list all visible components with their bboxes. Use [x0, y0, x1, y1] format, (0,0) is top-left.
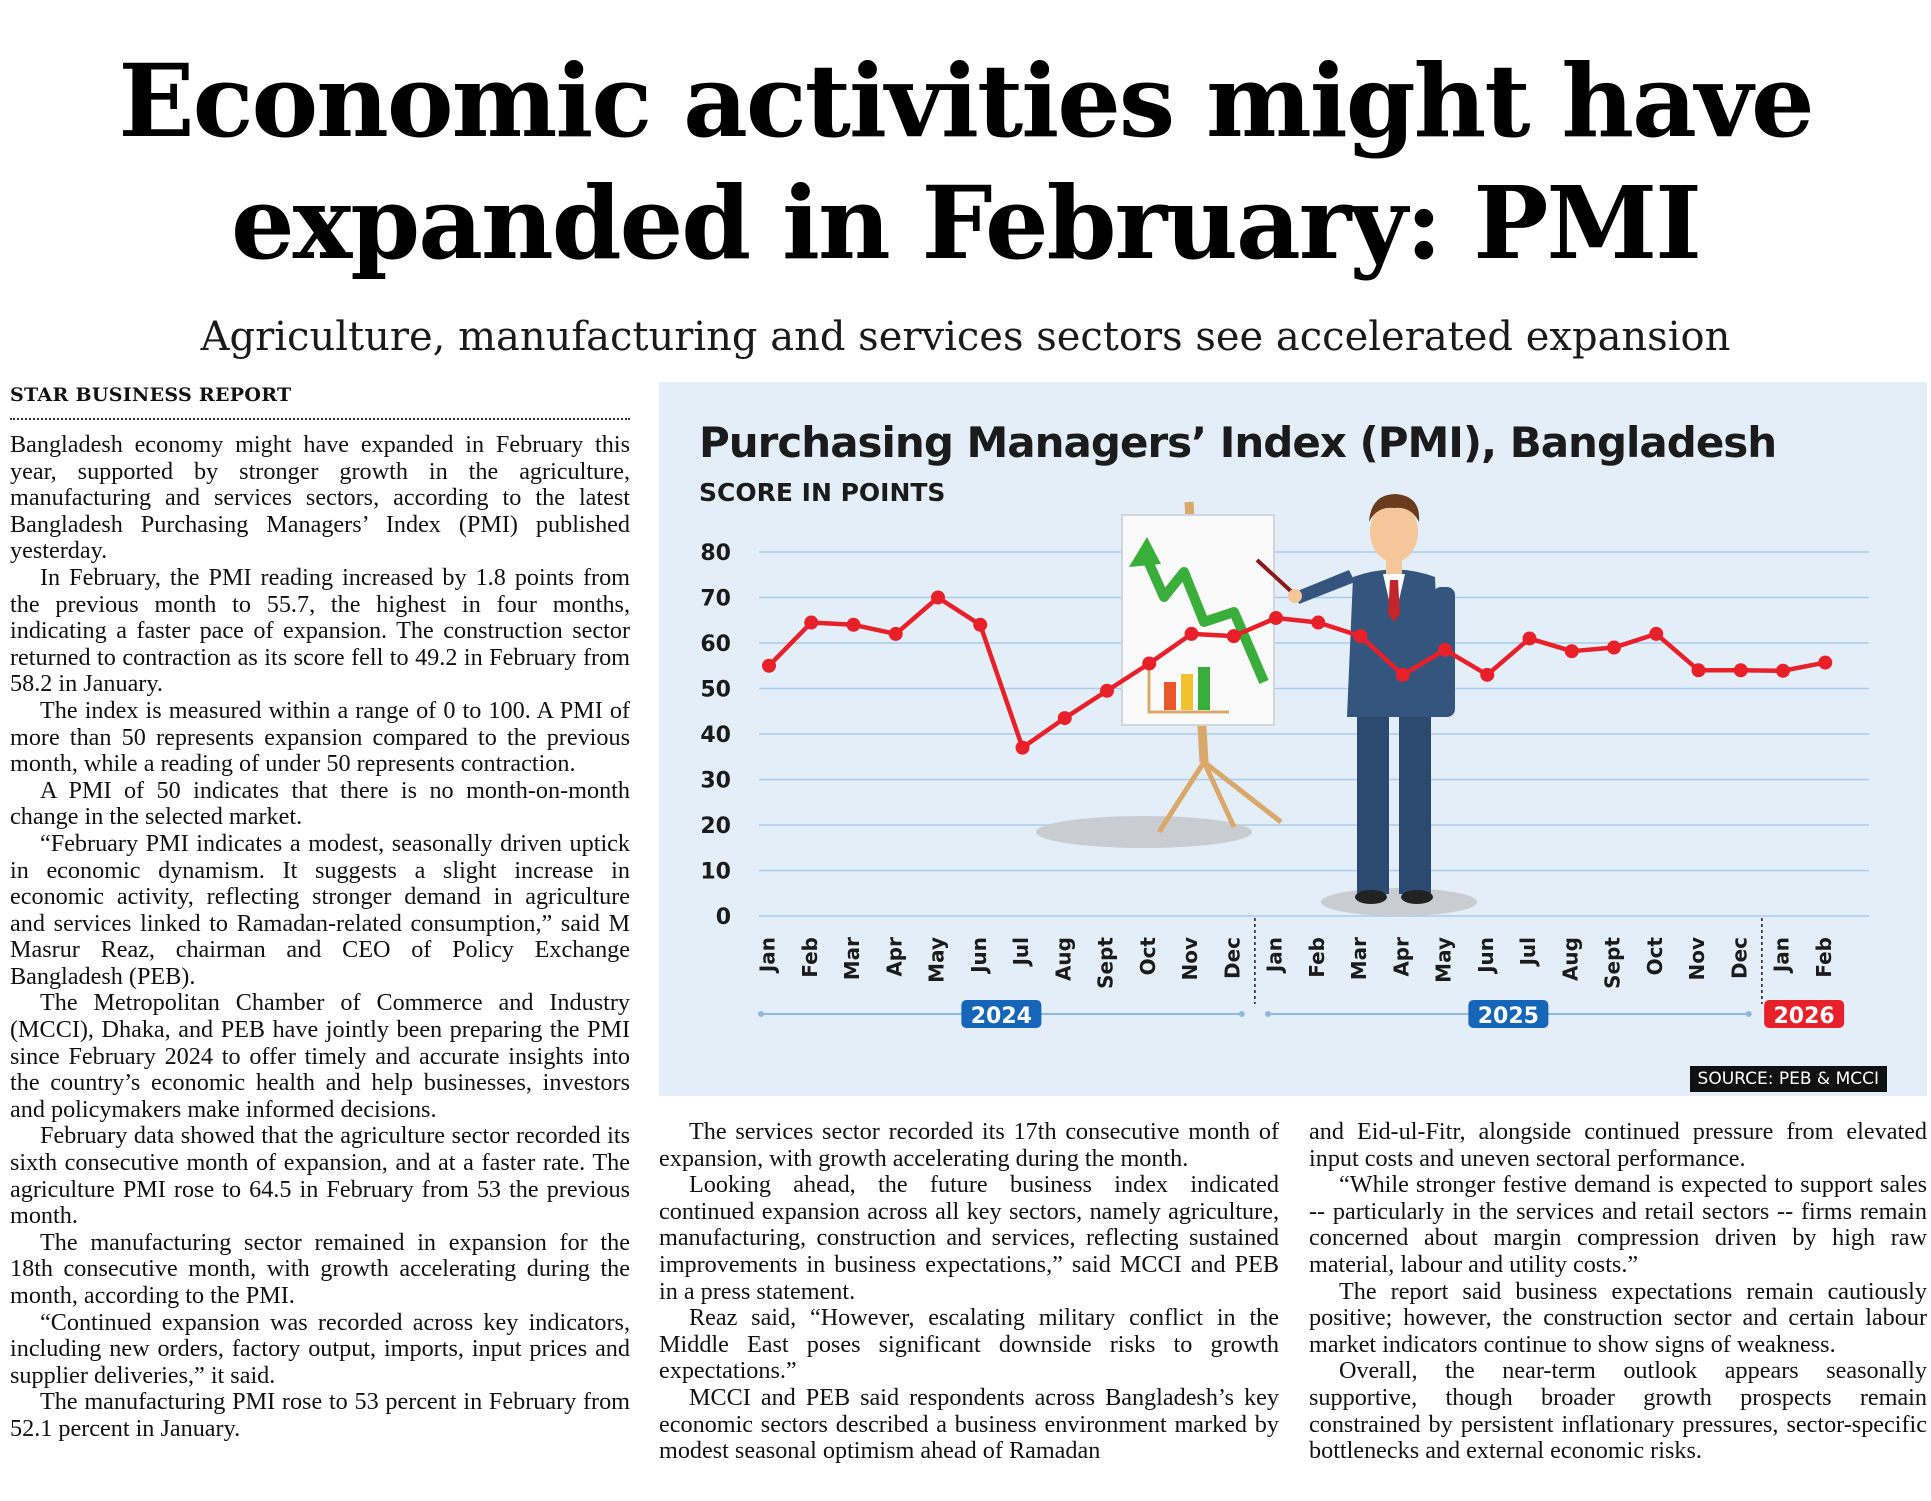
man-leg — [1399, 704, 1431, 894]
y-tick-label: 0 — [715, 905, 731, 930]
y-tick-label: 50 — [700, 677, 731, 703]
man-hand — [1288, 589, 1302, 603]
year-label: 2025 — [1477, 1004, 1539, 1029]
pmi-point — [804, 616, 818, 630]
year-label: 2024 — [970, 1004, 1032, 1029]
x-tick-label: Feb — [797, 937, 822, 978]
chart-subtitle: SCORE IN POINTS — [699, 478, 946, 507]
pmi-point — [1480, 668, 1494, 682]
paragraph: A PMI of 50 indicates that there is no month-on-month change in the selected market. — [10, 776, 630, 831]
x-tick-label: Oct — [1642, 937, 1667, 976]
headline-line-2: expanded in February: PMI — [231, 164, 1700, 282]
pmi-chart — [659, 382, 1927, 1096]
paragraph: The manufacturing PMI rose to 53 percent in February from 52.1 percent in January. — [10, 1388, 630, 1442]
paragraph: Bangladesh economy might have expanded in February this year, supported by stronger growth in the agriculture, manufacturing and services sectors, according to the latest Bangladesh Purchasing Managers’ Index (PMI) published yesterday. — [10, 431, 630, 565]
article-column-3 — [1309, 1119, 1927, 1465]
pmi-point — [1818, 656, 1832, 670]
pmi-point — [1185, 627, 1199, 641]
headline-line-1: Economic activities might have — [118, 42, 1813, 160]
paragraph: The index is measured within a range of 0 to 100. A PMI of more than 50 represents expansion compared to the previous month, while a reading of under 50 represents contraction. — [10, 696, 630, 778]
x-tick-label: Sept — [1093, 937, 1118, 989]
y-tick-label: 20 — [700, 814, 731, 839]
x-tick-label: Jul — [1516, 937, 1540, 966]
x-tick-label: Nov — [1178, 937, 1202, 981]
x-tick-label: Feb — [1304, 937, 1329, 978]
man-leg — [1357, 704, 1389, 894]
chart-source: SOURCE: PEB & MCCI — [1690, 1066, 1887, 1092]
board-bar — [1181, 674, 1193, 710]
paragraph: The manufacturing sector remained in expansion for the 18th consecutive month, with growth accelerating during the month, according to the PMI. — [10, 1228, 630, 1309]
paragraph: In February, the PMI reading increased by 1.8 points from the previous month to 55.7, the highest in four months, indicating a faster pace of expansion. The construction sector returned to contraction as its score fell to 49.2 in February from 58.2 in January. — [10, 563, 630, 698]
y-tick-label: 10 — [700, 859, 731, 885]
pmi-point — [1692, 663, 1706, 677]
year-band-dot — [1239, 1011, 1245, 1017]
pmi-point — [1607, 641, 1621, 655]
pmi-point — [1649, 627, 1663, 641]
paragraph: Looking ahead, the future business index indicated continued expansion across all key sectors, namely agriculture, manufacturing, construction and services, reflecting sustained improvements in business expectations,” said MCCI and PEB in a press statement. — [659, 1171, 1279, 1305]
pmi-line — [769, 598, 1825, 748]
paragraph: The report said business expectations remain cautiously positive; however, the construction sector and certain labour market indicators continue to show signs of weakness. — [1309, 1277, 1927, 1358]
pmi-point — [1565, 644, 1579, 658]
board-bar — [1164, 682, 1176, 710]
x-tick-label: May — [1431, 937, 1456, 983]
man-tie — [1388, 580, 1400, 622]
x-tick-label: Apr — [1389, 937, 1414, 977]
year-band-dot — [758, 1011, 764, 1017]
x-tick-label: Dec — [1220, 937, 1245, 980]
easel-shadow — [1036, 816, 1252, 848]
man-shoe — [1355, 890, 1387, 904]
pmi-point — [1354, 629, 1368, 643]
x-tick-label: Sept — [1600, 937, 1625, 989]
board-bar — [1198, 667, 1210, 710]
pmi-point — [889, 627, 903, 641]
x-tick-label: Aug — [1558, 937, 1583, 982]
x-tick-label: Oct — [1135, 937, 1160, 976]
x-tick-label: Jul — [1009, 937, 1033, 966]
x-tick-label: Mar — [1347, 937, 1371, 981]
x-tick-label: Nov — [1685, 937, 1709, 981]
pmi-point — [762, 659, 776, 673]
pmi-point — [1100, 684, 1114, 698]
x-tick-label: Jan — [1262, 937, 1287, 973]
pmi-point — [1269, 611, 1283, 625]
pmi-point — [1227, 629, 1241, 643]
paragraph: February data showed that the agriculture sector recorded its sixth consecutive month of expansion, and at a faster rate. The agriculture PMI rose to 64.5 in February from 53 the previous month. — [10, 1122, 630, 1230]
article-column-2 — [659, 1119, 1279, 1465]
man-shoe — [1401, 890, 1433, 904]
x-tick-label: Jan — [1769, 937, 1794, 973]
x-tick-label: Aug — [1051, 937, 1076, 982]
pmi-point — [1523, 631, 1537, 645]
pmi-point — [1058, 711, 1072, 725]
article-column-1 — [10, 432, 630, 1443]
man-arm-raised — [1295, 570, 1355, 604]
paragraph: Reaz said, “However, escalating military conflict in the Middle East poses significant downside risks to growth expectations.” — [659, 1304, 1279, 1385]
year-band-dot — [1746, 1011, 1752, 1017]
x-tick-label: Mar — [840, 937, 864, 981]
byline: STAR BUSINESS REPORT — [10, 384, 630, 420]
x-tick-label: Dec — [1727, 937, 1752, 980]
paragraph: “February PMI indicates a modest, seasonally driven uptick in economic dynamism. It suggests a slight increase in economic activity, reflecting stronger demand in agriculture and services linked to Ramadan-related consumption,” said M Masrur Reaz, chairman and CEO of Policy Exchange Bangladesh (PEB). — [10, 829, 630, 990]
paragraph: The services sector recorded its 17th consecutive month of expansion, with growth accelerating during the month. — [659, 1118, 1279, 1172]
x-tick-label: Apr — [882, 937, 907, 977]
x-tick-label: Feb — [1811, 937, 1836, 978]
y-tick-label: 60 — [700, 632, 731, 657]
pmi-point — [1734, 663, 1748, 677]
chart-title: Purchasing Managers’ Index (PMI), Bangladesh — [699, 418, 1777, 467]
y-tick-label: 30 — [700, 768, 731, 794]
y-tick-label: 80 — [700, 541, 731, 566]
paragraph: MCCI and PEB said respondents across Bangladesh’s key economic sectors described a business environment marked by modest seasonal optimism ahead of Ramadan — [659, 1383, 1279, 1465]
year-band-dot — [1265, 1011, 1271, 1017]
pmi-point — [973, 618, 987, 632]
pmi-point — [847, 618, 861, 632]
paragraph: “Continued expansion was recorded across key indicators, including new orders, factory output, imports, input prices and supplier deliveries,” it said. — [10, 1308, 630, 1389]
pmi-chart-svg — [659, 382, 1927, 1096]
pmi-point — [1776, 664, 1790, 678]
year-label: 2026 — [1773, 1004, 1835, 1029]
y-tick-label: 40 — [700, 723, 731, 748]
x-tick-label: May — [924, 937, 949, 983]
subheadline: Agriculture, manufacturing and services sectors see accelerated expansion — [200, 314, 1731, 360]
pmi-point — [1016, 741, 1030, 755]
x-tick-label: Jun — [1473, 937, 1498, 973]
pmi-point — [1438, 643, 1452, 657]
paragraph: “While stronger festive demand is expected to support sales -- particularly in the services and retail sectors -- firms remain concerned about margin compression driven by high raw material, labour and utility costs.” — [1309, 1171, 1927, 1278]
pmi-point — [1396, 668, 1410, 682]
pmi-point — [1311, 616, 1325, 630]
paragraph: and Eid-ul-Fitr, alongside continued pressure from elevated input costs and uneven sectoral performance. — [1309, 1118, 1927, 1172]
x-tick-label: Jan — [755, 937, 780, 973]
headline — [0, 40, 1931, 284]
pmi-point — [931, 591, 945, 605]
y-tick-label: 70 — [700, 586, 731, 612]
paragraph: Overall, the near-term outlook appears seasonally supportive, though broader growth prospects remain constrained by persistent inflationary pressures, sector-specific bottlenecks and external economic risks. — [1309, 1357, 1927, 1465]
pmi-point — [1142, 656, 1156, 670]
paragraph: The Metropolitan Chamber of Commerce and Industry (MCCI), Dhaka, and PEB have jointly been preparing the PMI since February 2024 to offer timely and accurate insights into the country’s economic health and help businesses, investors and policymakers make informed decisions. — [10, 989, 630, 1123]
x-tick-label: Jun — [966, 937, 991, 973]
